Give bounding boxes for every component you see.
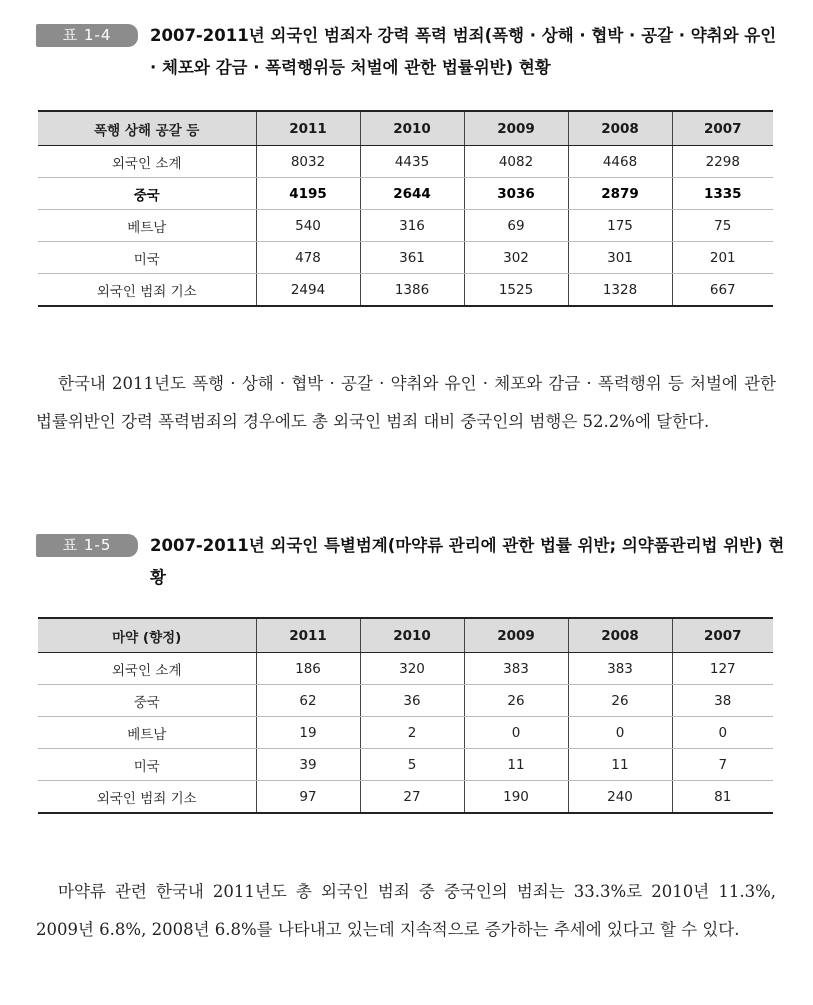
row-label: 베트남 xyxy=(38,210,256,242)
row-label: 외국인 범죄 기소 xyxy=(38,781,256,814)
body-paragraph: 한국내 2011년도 폭행 · 상해 · 협박 · 공갈 · 약취와 유인 · 체포와 감금 · 폭력행위 등 처벌에 관한 법률위반인 강력 폭력범죄의 경우에도 총 외국인 범죄 대비 중국인의 범행은 52.2%에 달한다. xyxy=(36,374,776,431)
table-cell: 1386 xyxy=(360,274,464,307)
table-header-row xyxy=(38,618,773,653)
table-row xyxy=(38,749,773,781)
table-cell: 2494 xyxy=(256,274,360,307)
row-label: 외국인 소계 xyxy=(38,653,256,685)
table-cell: 11 xyxy=(568,749,672,781)
table-cell: 3036 xyxy=(464,178,568,210)
table-row xyxy=(38,242,773,274)
column-header: 2009 xyxy=(464,618,568,653)
table-cell: 316 xyxy=(360,210,464,242)
table-row xyxy=(38,210,773,242)
row-label: 외국인 범죄 기소 xyxy=(38,274,256,307)
table-cell: 201 xyxy=(672,242,773,274)
table-cell: 1328 xyxy=(568,274,672,307)
row-label: 중국 xyxy=(38,178,256,210)
table-cell: 2 xyxy=(360,717,464,749)
table-cell: 38 xyxy=(672,685,773,717)
table-cell: 7 xyxy=(672,749,773,781)
table-cell: 39 xyxy=(256,749,360,781)
table-row xyxy=(38,717,773,749)
column-header: 폭행 상해 공갈 등 xyxy=(38,111,256,146)
table-cell: 1525 xyxy=(464,274,568,307)
table-cell: 36 xyxy=(360,685,464,717)
table-cell: 75 xyxy=(672,210,773,242)
table-cell: 4082 xyxy=(464,146,568,178)
table-cell: 302 xyxy=(464,242,568,274)
table-1-4-caption xyxy=(36,20,786,90)
table-cell: 8032 xyxy=(256,146,360,178)
column-header: 2009 xyxy=(464,111,568,146)
table-cell: 4468 xyxy=(568,146,672,178)
column-header: 2010 xyxy=(360,618,464,653)
row-label: 베트남 xyxy=(38,717,256,749)
body-paragraph: 마약류 관련 한국내 2011년도 총 외국인 범죄 중 중국인의 범죄는 33.3%로 2010년 11.3%, 2009년 6.8%, 2008년 6.8%를 나타내고 있는데 지속적으로 증가하는 추세에 있다고 할 수 있다. xyxy=(36,882,776,939)
column-header: 2010 xyxy=(360,111,464,146)
row-label: 외국인 소계 xyxy=(38,146,256,178)
table-row xyxy=(38,781,773,814)
table-cell: 478 xyxy=(256,242,360,274)
table-cell: 127 xyxy=(672,653,773,685)
table-cell: 62 xyxy=(256,685,360,717)
table-cell: 175 xyxy=(568,210,672,242)
table-cell: 1335 xyxy=(672,178,773,210)
table-cell: 540 xyxy=(256,210,360,242)
table-cell: 2644 xyxy=(360,178,464,210)
table-row xyxy=(38,274,773,307)
table-cell: 240 xyxy=(568,781,672,814)
table-cell: 0 xyxy=(672,717,773,749)
table-title: 2007-2011년 외국인 특별범계(마약류 관리에 관한 법률 위반; 의약품관리법 위반) 현황 xyxy=(150,536,785,587)
violent-crime-table xyxy=(38,110,773,307)
table-cell: 5 xyxy=(360,749,464,781)
table-cell: 383 xyxy=(568,653,672,685)
table-header-row xyxy=(38,111,773,146)
column-header: 2007 xyxy=(672,618,773,653)
table-cell: 81 xyxy=(672,781,773,814)
column-header: 2007 xyxy=(672,111,773,146)
table-cell: 320 xyxy=(360,653,464,685)
table-row xyxy=(38,178,773,210)
table-cell: 667 xyxy=(672,274,773,307)
table-cell: 0 xyxy=(568,717,672,749)
table-cell: 2298 xyxy=(672,146,773,178)
table-cell: 190 xyxy=(464,781,568,814)
table-number-badge: 표 1-4 xyxy=(36,24,138,47)
table-cell: 186 xyxy=(256,653,360,685)
row-label: 중국 xyxy=(38,685,256,717)
table-cell: 4435 xyxy=(360,146,464,178)
table-cell: 26 xyxy=(464,685,568,717)
table-cell: 19 xyxy=(256,717,360,749)
table-cell: 383 xyxy=(464,653,568,685)
table-number-badge: 표 1-5 xyxy=(36,534,138,557)
table-cell: 69 xyxy=(464,210,568,242)
table-row xyxy=(38,146,773,178)
table-cell: 2879 xyxy=(568,178,672,210)
table-row xyxy=(38,653,773,685)
drug-crime-table xyxy=(38,617,773,814)
table-1-5-caption xyxy=(36,530,786,602)
row-label: 미국 xyxy=(38,242,256,274)
table-row xyxy=(38,685,773,717)
column-header: 2011 xyxy=(256,618,360,653)
table-cell: 26 xyxy=(568,685,672,717)
table-title: 2007-2011년 외국인 범죄자 강력 폭력 범죄(폭행 · 상해 · 협박 · 공갈 · 약취와 유인 · 체포와 감금 · 폭력행위등 처벌에 관한 법률위반) 현황 xyxy=(150,26,777,77)
column-header: 2008 xyxy=(568,618,672,653)
row-label: 미국 xyxy=(38,749,256,781)
table-cell: 27 xyxy=(360,781,464,814)
table-cell: 11 xyxy=(464,749,568,781)
table-cell: 0 xyxy=(464,717,568,749)
table-cell: 361 xyxy=(360,242,464,274)
column-header: 2011 xyxy=(256,111,360,146)
table-cell: 4195 xyxy=(256,178,360,210)
table-cell: 97 xyxy=(256,781,360,814)
column-header: 2008 xyxy=(568,111,672,146)
column-header: 마약 (향정) xyxy=(38,618,256,653)
table-cell: 301 xyxy=(568,242,672,274)
